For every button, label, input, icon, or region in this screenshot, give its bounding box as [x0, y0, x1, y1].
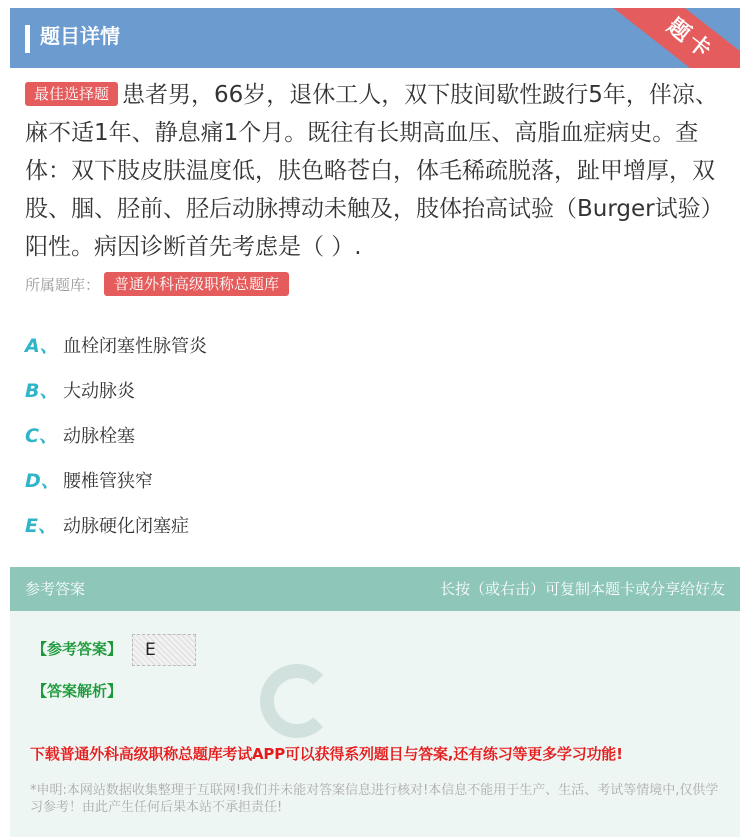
question-text: 患者男，66岁，退休工人，双下肢间歇性跛行5年，伴凉、麻不适1年、静息痛1个月。既往有长期高血压、高脂血症病史。查体：双下肢皮肤温度低，肤色略苍白，体毛稀疏脱落，趾甲增厚，双股、腘、胫前、胫后动脉搏动未触及，肢体抬高试验（Burger试验）阳性。病因诊断首先考虑是（ ）. — [25, 82, 724, 260]
answer-panel-title: 参考答案 — [25, 580, 86, 598]
download-app-link[interactable]: 下载普通外科高级职称总题库考试APP可以获得系列题目与答案,还有练习等更多学习功能! — [30, 745, 623, 763]
watermark-logo-icon — [260, 664, 334, 738]
answer-analysis-label: 【答案解析】 — [32, 682, 123, 700]
answer-panel-header — [10, 567, 740, 611]
reference-answer-value: E — [132, 634, 196, 666]
option-text: 血栓闭塞性脉管炎 — [63, 335, 207, 357]
option-text: 大动脉炎 — [63, 380, 135, 402]
question-type-badge: 最佳选择题 — [25, 82, 118, 106]
disclaimer-text: *申明:本网站数据收集整理于互联网!我们并未能对答案信息进行核对!本信息不能用于生产、生活、考试等情境中,仅供学习参考！由此产生任何后果本站不承担责任! — [30, 783, 719, 815]
option-text: 动脉栓塞 — [63, 425, 135, 447]
option-b[interactable] — [25, 367, 725, 412]
share-hint: 长按（或右击）可复制本题卡或分享给好友 — [439, 580, 725, 598]
answer-panel — [10, 567, 740, 837]
option-letter: D、 — [25, 470, 60, 492]
header-accent-bar — [25, 25, 30, 53]
option-letter: C、 — [25, 425, 58, 447]
page-title: 题目详情 — [40, 24, 120, 48]
bank-name-link[interactable]: 普通外科高级职称总题库 — [104, 272, 289, 296]
option-c[interactable] — [25, 412, 725, 457]
option-e[interactable] — [25, 502, 725, 547]
question-stem — [25, 76, 730, 266]
reference-answer-label: 【参考答案】 — [32, 640, 123, 658]
option-letter: B、 — [25, 380, 59, 402]
option-text: 腰椎管狭窄 — [63, 470, 153, 492]
option-d[interactable] — [25, 457, 725, 502]
bank-label: 所属题库： — [25, 275, 101, 294]
card-ribbon[interactable]: 题卡 — [606, 8, 740, 68]
option-text: 动脉硬化闭塞症 — [63, 515, 189, 537]
question-bank — [25, 271, 289, 297]
option-a[interactable] — [25, 322, 725, 367]
option-letter: E、 — [25, 515, 57, 537]
options-list — [25, 322, 725, 547]
page-header — [10, 8, 740, 68]
option-letter: A、 — [25, 335, 59, 357]
